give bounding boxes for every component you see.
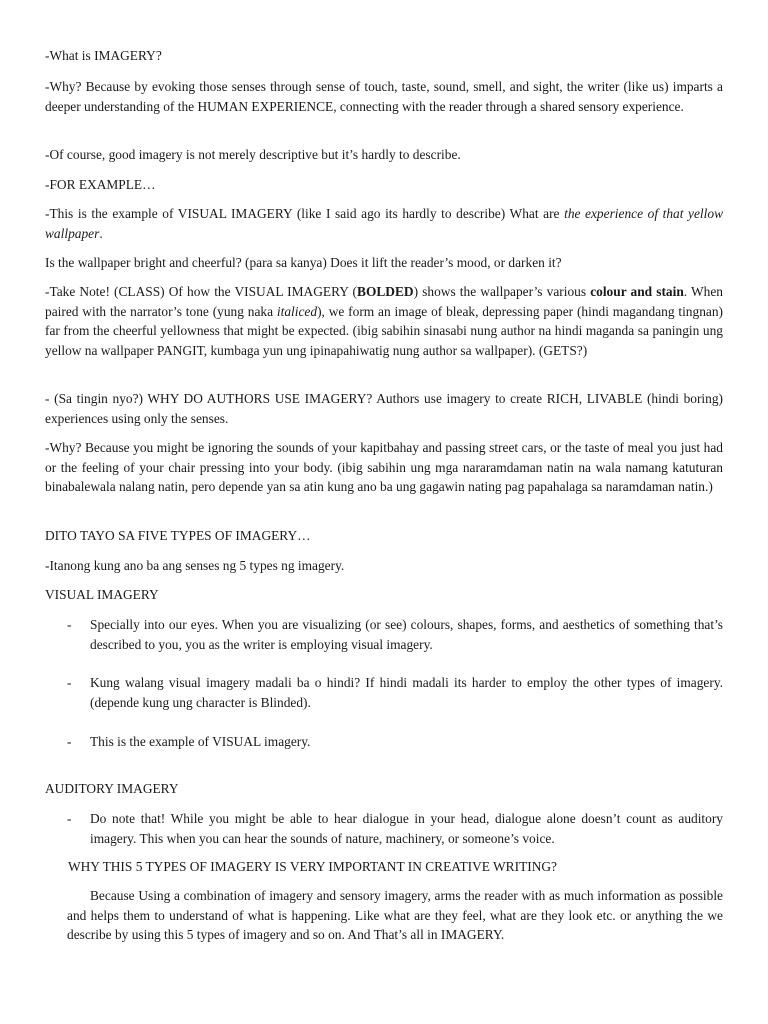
italic-text-run: italiced (276, 303, 318, 319)
list-item-text: Do note that! While you might be able to hear dialogue in your head, dialogue alone doesn’t count as auditory imagery. This when you can hear the sounds of nature, machinery, or someone’s voice. (90, 811, 723, 846)
text-run: -Take Note! (CLASS) Of how the VISUAL IMAGERY ( (45, 284, 358, 299)
paragraph-for-example: -FOR EXAMPLE… (45, 177, 156, 192)
text-run: ) shows the wallpaper’s various (413, 284, 591, 299)
paragraph-good-imagery: -Of course, good imagery is not merely descriptive but it’s hardly to describe. (45, 147, 461, 162)
text-run: ), we form an image of bleak, depressing paper (hindi magandang tingnan) far from the cheerful yellowness that might be expected. (ibig sabihin sinasabi nung author na hindi maganda sa paningin ung yellow na wallpaper PANGIT, kumbaga yun ung ipinapahiwatig nung author sa wallpaper). (GETS?) (45, 303, 723, 358)
bullet-dash: - (67, 811, 72, 826)
list-item (67, 809, 723, 848)
bold-text-run: colour and stain (590, 284, 684, 299)
list-item-text: Kung walang visual imagery madali ba o hindi? If hindi madali its harder to employ the other types of imagery. (depende kung ung character is Blinded). (90, 675, 723, 710)
paragraph-why-ignoring-sounds: -Why? Because you might be ignoring the sounds of your kapitbahay and passing street cars, or the taste of meal you just had or the feeling of your chair pressing into your body. (ibig sabihin ung mga nararamdaman natin na wala namang katuturan binabalewala nalang natin, pero depende yan sa atin kung ano ba ung gagawin nating pag papahalaga sa naramdaman natin.) (45, 440, 723, 494)
text-run: . When paired with the narrator’s tone (yung naka (45, 284, 723, 319)
list-item (67, 673, 723, 712)
bullet-dash: - (67, 734, 72, 749)
paragraph-wallpaper-question: Is the wallpaper bright and cheerful? (para sa kanya) Does it lift the reader’s mood, or darken it? (45, 255, 562, 270)
bullet-dash: - (67, 675, 72, 690)
bold-text-run: BOLDED (357, 284, 414, 299)
italic-text-run: the experience of that yellow wallpaper (45, 206, 724, 241)
text-run: -This is the example of VISUAL IMAGERY (like I said ago its hardly to describe) What are (45, 206, 565, 221)
paragraph-itanong: -Itanong kung ano ba ang senses ng 5 types ng imagery. (45, 558, 345, 573)
question-what-is-imagery: -What is IMAGERY? (45, 48, 162, 63)
paragraph-why-evoking-senses: -Why? Because by evoking those senses through sense of touch, taste, sound, smell, and sight, the writer (like us) imparts a deeper understanding of the HUMAN EXPERIENCE, connecting with the reader through a shared sensory experience. (45, 79, 723, 114)
paragraph-take-note (45, 282, 723, 360)
heading-auditory-imagery: AUDITORY IMAGERY (45, 781, 179, 796)
paragraph-why-authors-use-imagery: - (Sa tingin nyo?) WHY DO AUTHORS USE IMAGERY? Authors use imagery to create RICH, LIVABLE (hindi boring) experiences using only the senses. (45, 391, 723, 426)
bullet-dash: - (67, 617, 72, 632)
heading-why-important: WHY THIS 5 TYPES OF IMAGERY IS VERY IMPORTANT IN CREATIVE WRITING? (68, 859, 557, 874)
paragraph-visual-example (45, 204, 723, 243)
list-item (67, 732, 723, 752)
list-item-text: Specially into our eyes. When you are visualizing (or see) colours, shapes, forms, and aesthetics of something that’s described to you, you as the writer is employing visual imagery. (90, 617, 723, 652)
list-item-text: This is the example of VISUAL imagery. (90, 734, 311, 749)
heading-visual-imagery: VISUAL IMAGERY (45, 587, 159, 602)
text-run: . (99, 225, 103, 241)
list-item (67, 615, 723, 654)
paragraph-closing: Because Using a combination of imagery and sensory imagery, arms the reader with as much information as possible and helps them to understand of what is happening. Like what are they feel, what are they look etc. or anything the we describe by using this 5 types of imagery and so on. And That’s all in IMAGERY. (67, 888, 723, 942)
heading-five-types: DITO TAYO SA FIVE TYPES OF IMAGERY… (45, 528, 311, 543)
